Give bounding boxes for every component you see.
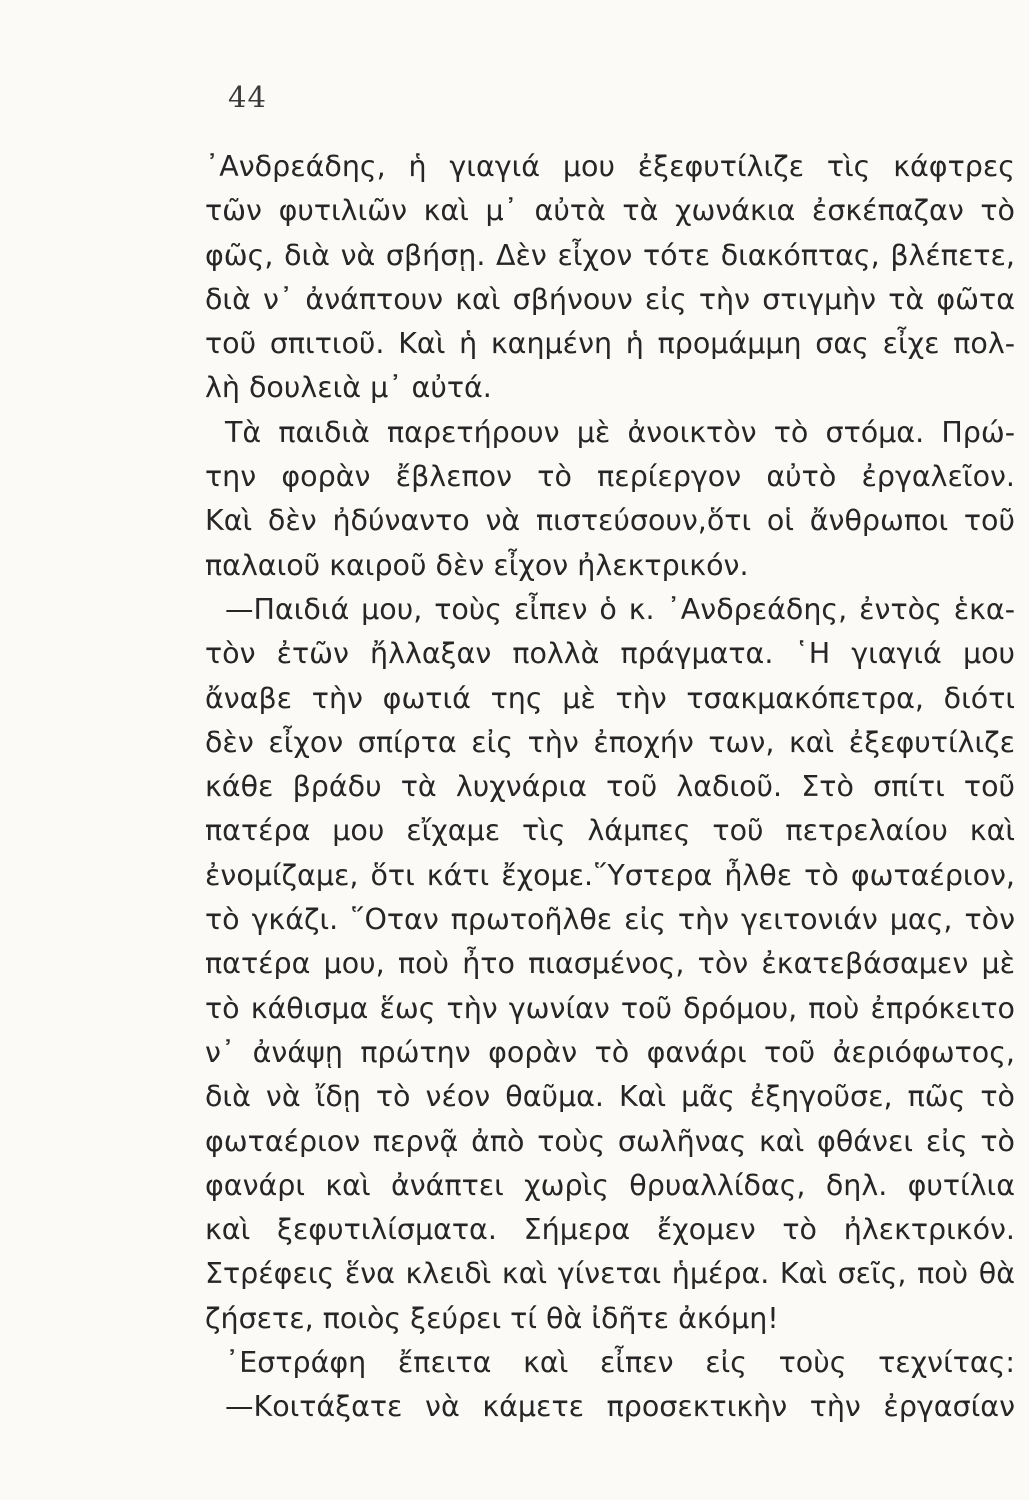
text-line: τὸ κάθισμα ἕως τὴν γωνίαν τοῦ δρόμου, ποὺ ἐπρόκειτο xyxy=(205,991,1015,1025)
text-line: Καὶ δὲν ἠδύναντο νὰ πιστεύσουν,ὅτι οἱ ἄνθρωποι τοῦ xyxy=(205,504,1015,538)
text-line: πατέρα μου εἴχαμε τὶς λάμπες τοῦ πετρελαίου καὶ xyxy=(205,814,1015,848)
text-line: ἄναβε τὴν φωτιά της μὲ τὴν τσακμακόπετρα, διότι xyxy=(205,681,1015,715)
page-number: 44 xyxy=(228,80,267,114)
text-line: Τὰ παιδιὰ παρετήρουν μὲ ἀνοικτὸν τὸ στόμα. Πρώ- xyxy=(225,415,1015,449)
text-line: τοῦ σπιτιοῦ. Καὶ ἡ καημένη ἡ προμάμμη σας εἶχε πολ- xyxy=(205,327,1015,361)
text-line: παλαιοῦ καιροῦ δὲν εἶχον ἠλεκτρικόν. xyxy=(205,548,749,582)
text-line: —Κοιτάξατε νὰ κάμετε προσεκτικὴν τὴν ἐργασίαν xyxy=(225,1390,1015,1424)
text-line: καὶ ξεφυτιλίσματα. Σήμερα ἔχομεν τὸ ἠλεκτρικόν. xyxy=(205,1213,1015,1247)
text-line: φανάρι καὶ ἀνάπτει χωρὶς θρυαλλίδας, δηλ. φυτίλια xyxy=(205,1168,1015,1202)
text-line: Στρέφεις ἕνα κλειδὶ καὶ γίνεται ἡμέρα. Καὶ σεῖς, ποὺ θὰ xyxy=(205,1257,1015,1291)
text-line: ἐνομίζαμε, ὅτι κάτι ἔχομε.῞Υστερα ἦλθε τὸ φωταέριον, xyxy=(205,858,1015,892)
text-line: ν᾿ ἀνάψῃ πρώτην φορὰν τὸ φανάρι τοῦ ἀεριόφωτος, xyxy=(205,1035,1015,1069)
text-line: φωταέριον περνᾷ ἀπὸ τοὺς σωλῆνας καὶ φθάνει εἰς τὸ xyxy=(205,1124,1015,1158)
text-line: τῶν φυτιλιῶν καὶ μ᾿ αὐτὰ τὰ χωνάκια ἐσκέπαζαν τὸ xyxy=(205,194,1015,228)
text-line: τὸ γκάζι. ῞Οταν πρωτοῆλθε εἰς τὴν γειτονιάν μας, τὸν xyxy=(205,903,1015,937)
text-line: ᾿Εστράφη ἔπειτα καὶ εἶπεν εἰς τοὺς τεχνίτας: xyxy=(225,1346,1015,1380)
text-line: την φορὰν ἔβλεπον τὸ περίεργον αὐτὸ ἐργαλεῖον. xyxy=(205,460,1015,494)
text-line: δὲν εἶχον σπίρτα εἰς τὴν ἐποχήν των, καὶ ἐξεφυτίλιζε xyxy=(205,725,1015,759)
text-line: κάθε βράδυ τὰ λυχνάρια τοῦ λαδιοῦ. Στὸ σπίτι τοῦ xyxy=(205,770,1015,804)
text-line: πατέρα μου, ποὺ ἦτο πιασμένος, τὸν ἐκατεβάσαμεν μὲ xyxy=(205,947,1015,981)
text-line: διὰ ν᾿ ἀνάπτουν καὶ σβήνουν εἰς τὴν στιγμὴν τὰ φῶτα xyxy=(205,282,1015,316)
text-line: φῶς, διὰ νὰ σβήσῃ. Δὲν εἶχον τότε διακόπτας, βλέπετε, xyxy=(205,238,1015,272)
text-line: —Παιδιά μου, τοὺς εἶπεν ὁ κ. ᾿Ανδρεάδης, ἐντὸς ἑκα- xyxy=(225,592,1015,626)
text-line: διὰ νὰ ἴδῃ τὸ νέον θαῦμα. Καὶ μᾶς ἐξηγοῦσε, πῶς τὸ xyxy=(205,1080,1015,1114)
text-line: τὸν ἐτῶν ἤλλαξαν πολλὰ πράγματα. ῾Η γιαγιά μου xyxy=(205,637,1015,671)
body-text xyxy=(205,145,1015,1430)
text-line: λὴ δουλειὰ μ᾿ αὐτά. xyxy=(205,371,492,405)
text-line: ζήσετε, ποιὸς ξεύρει τί θὰ ἰδῆτε ἀκόμη! xyxy=(205,1301,779,1335)
text-line: ᾿Ανδρεάδης, ἡ γιαγιά μου ἐξεφυτίλιζε τὶς κάφτρες xyxy=(205,150,1015,183)
